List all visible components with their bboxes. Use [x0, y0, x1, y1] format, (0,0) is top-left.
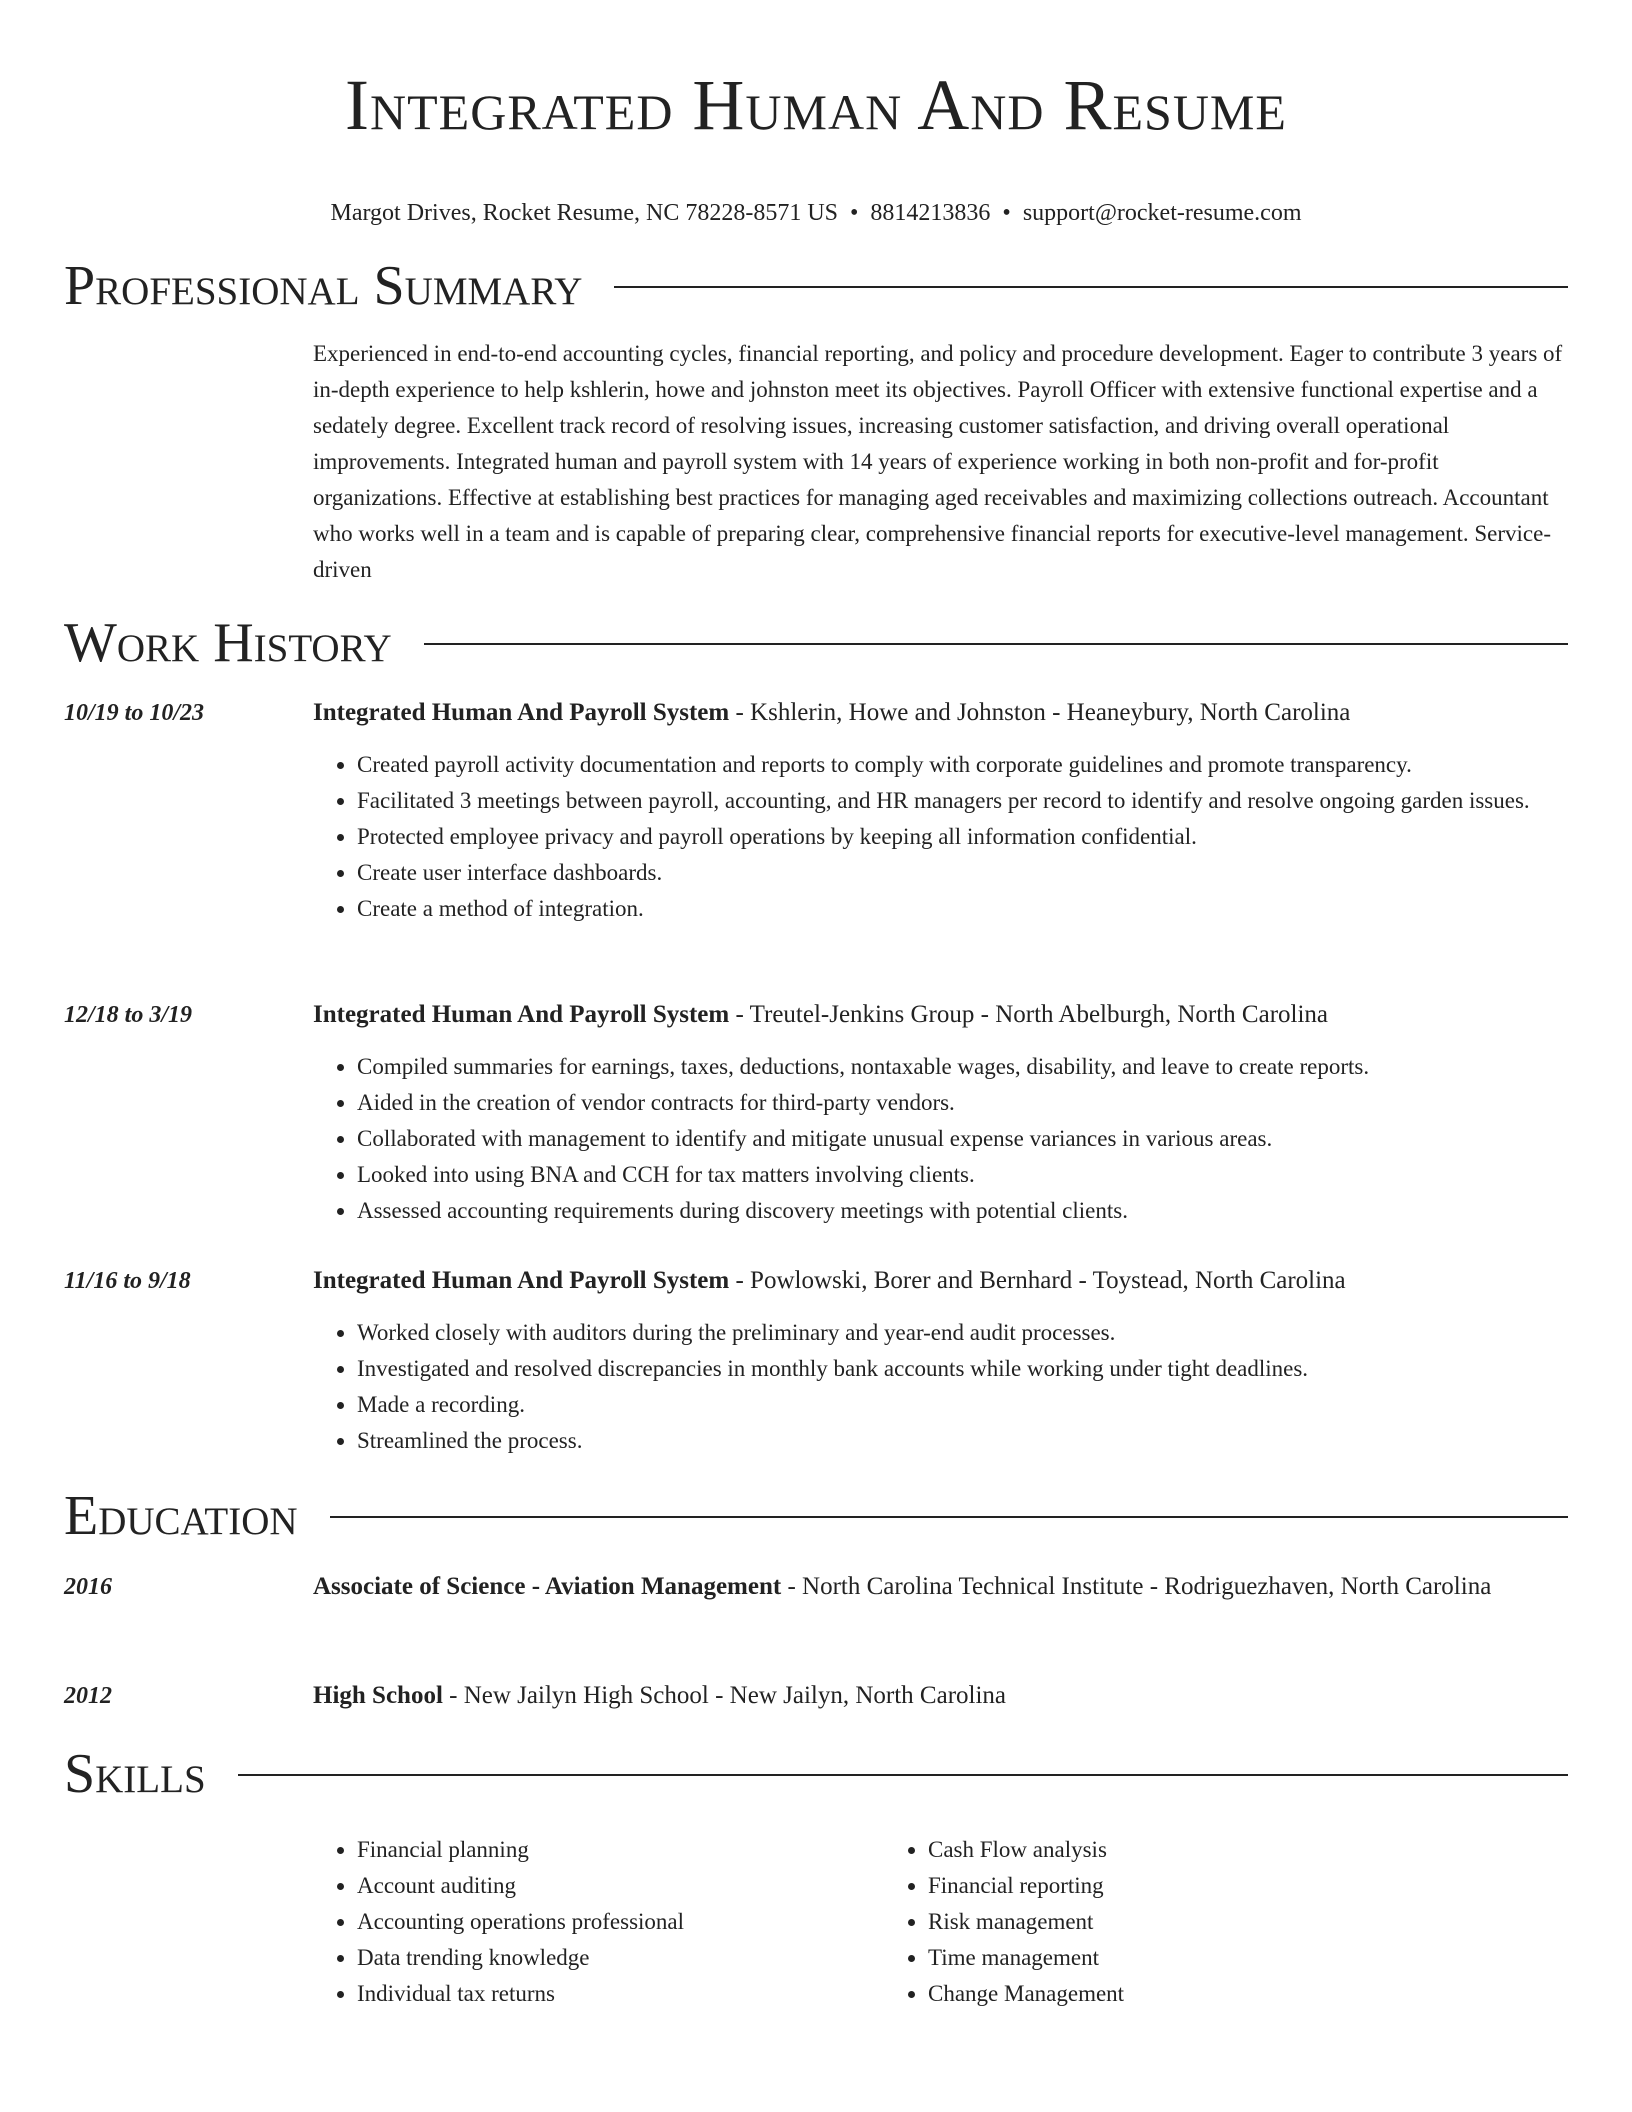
education-year: 2012	[64, 1683, 112, 1709]
job-bullet: • Worked closely with auditors during the preliminary and year-end audit processes.	[357, 1315, 1568, 1351]
job-entry	[64, 995, 1568, 1229]
skills-list-left	[313, 1832, 884, 2012]
job-dates: 12/18 to 3/19	[64, 1002, 193, 1028]
job-bullet: • Created payroll activity documentation and reports to comply with corporate guidelines and promote transparency.	[357, 747, 1568, 783]
contact-line	[0, 198, 1632, 228]
education-entry	[64, 1567, 1568, 1607]
job-bullet: • Streamlined the process.	[357, 1423, 1568, 1459]
job-title: Integrated Human And Payroll System	[313, 1267, 730, 1294]
contact-email: support@rocket-resume.com	[1022, 200, 1302, 226]
job-bullet: • Assessed accounting requirements during discovery meetings with potential clients.	[357, 1193, 1568, 1229]
job-bullets	[313, 747, 1568, 927]
job-bullet: • Protected employee privacy and payroll operations by keeping all information confidential.	[357, 819, 1568, 855]
education-degree: High School	[313, 1682, 443, 1709]
skill-item: • Financial planning	[357, 1832, 884, 1868]
job-title: Integrated Human And Payroll System	[313, 1001, 730, 1028]
skill-item: • Risk management	[928, 1904, 1455, 1940]
skills-list-right	[884, 1832, 1455, 2012]
job-details: - Kshlerin, Howe and Johnston - Heaneybury, North Carolina	[729, 699, 1351, 726]
job-title: Integrated Human And Payroll System	[313, 699, 730, 726]
skill-item: • Change Management	[928, 1976, 1455, 2012]
section-divider	[614, 286, 1568, 288]
job-bullet: • Investigated and resolved discrepancies in monthly bank accounts while working under tight deadlines.	[357, 1351, 1568, 1387]
summary-section-header	[64, 254, 1568, 318]
skills-section-header	[64, 1742, 1568, 1806]
job-bullet: • Looked into using BNA and CCH for tax matters involving clients.	[357, 1157, 1568, 1193]
section-divider	[238, 1774, 1568, 1776]
contact-phone: 8814213836	[870, 200, 991, 226]
summary-heading: Professional Summary	[64, 255, 583, 317]
skill-item: • Account auditing	[357, 1868, 884, 1904]
job-details: - Treutel-Jenkins Group - North Abelburgh, North Carolina	[729, 1001, 1329, 1028]
job-bullet: • Aided in the creation of vendor contracts for third-party vendors.	[357, 1085, 1568, 1121]
skill-item: • Financial reporting	[928, 1868, 1455, 1904]
job-entry	[64, 1261, 1568, 1459]
education-heading-line	[313, 1567, 1568, 1607]
education-heading: Education	[64, 1485, 298, 1547]
skill-item: • Time management	[928, 1940, 1455, 1976]
job-heading	[313, 693, 1568, 733]
job-bullets	[313, 1315, 1568, 1459]
contact-address: Margot Drives, Rocket Resume, NC 78228-8571 US	[330, 200, 838, 226]
contact-separator: •	[850, 200, 859, 226]
contact-separator: •	[1002, 200, 1011, 226]
education-heading-line	[313, 1676, 1568, 1716]
skills-columns	[313, 1832, 1568, 2012]
job-bullets	[313, 1049, 1568, 1229]
skill-item: • Data trending knowledge	[357, 1940, 884, 1976]
job-dates: 10/19 to 10/23	[64, 700, 205, 726]
skill-item: • Accounting operations professional	[357, 1904, 884, 1940]
section-divider	[330, 1516, 1568, 1518]
job-bullet: • Made a recording.	[357, 1387, 1568, 1423]
job-heading	[313, 1261, 1568, 1301]
work-heading: Work History	[64, 612, 392, 674]
job-bullet: • Facilitated 3 meetings between payroll, accounting, and HR managers per record to identify and resolve ongoing garden issues.	[357, 783, 1568, 819]
skill-item: • Individual tax returns	[357, 1976, 884, 2012]
job-heading	[313, 995, 1568, 1035]
education-entry	[64, 1676, 1568, 1716]
work-section-header	[64, 611, 1568, 675]
job-bullet: • Compiled summaries for earnings, taxes, deductions, nontaxable wages, disability, and leave to create reports.	[357, 1049, 1568, 1085]
job-bullet: • Create user interface dashboards.	[357, 855, 1568, 891]
job-bullet: • Create a method of integration.	[357, 891, 1568, 927]
section-divider	[424, 643, 1568, 645]
job-dates: 11/16 to 9/18	[64, 1268, 191, 1294]
resume-name: Integrated Human And Resume	[345, 65, 1287, 145]
skill-item: • Cash Flow analysis	[928, 1832, 1455, 1868]
education-section-header	[64, 1484, 1568, 1548]
education-degree: Associate of Science - Aviation Management	[313, 1573, 782, 1600]
education-year: 2016	[64, 1574, 112, 1600]
skills-heading: Skills	[64, 1743, 206, 1805]
job-details: - Powlowski, Borer and Bernhard - Toystead, North Carolina	[729, 1267, 1346, 1294]
job-entry	[64, 693, 1568, 927]
summary-text: Experienced in end-to-end accounting cycles, financial reporting, and policy and procedure development. Eager to contribute 3 years of in-depth experience to help kshlerin, howe and johnston meet its objectives. Payroll Officer with extensive functional expertise and a sedately degree. Excellent track record of resolving issues, increasing customer satisfaction, and driving overall operational improvements. Integrated human and payroll system with 14 years of experience working in both non-profit and for-profit organizations. Effective at establishing best practices for managing aged receivables and maximizing collections outreach. Accountant who works well in a team and is capable of preparing clear, comprehensive financial reports for executive-level management. Service-driven	[313, 341, 1563, 582]
education-details: - North Carolina Technical Institute - Rodriguezhaven, North Carolina	[781, 1573, 1492, 1600]
education-details: - New Jailyn High School - New Jailyn, North Carolina	[442, 1682, 1007, 1709]
job-bullet: • Collaborated with management to identify and mitigate unusual expense variances in various areas.	[357, 1121, 1568, 1157]
